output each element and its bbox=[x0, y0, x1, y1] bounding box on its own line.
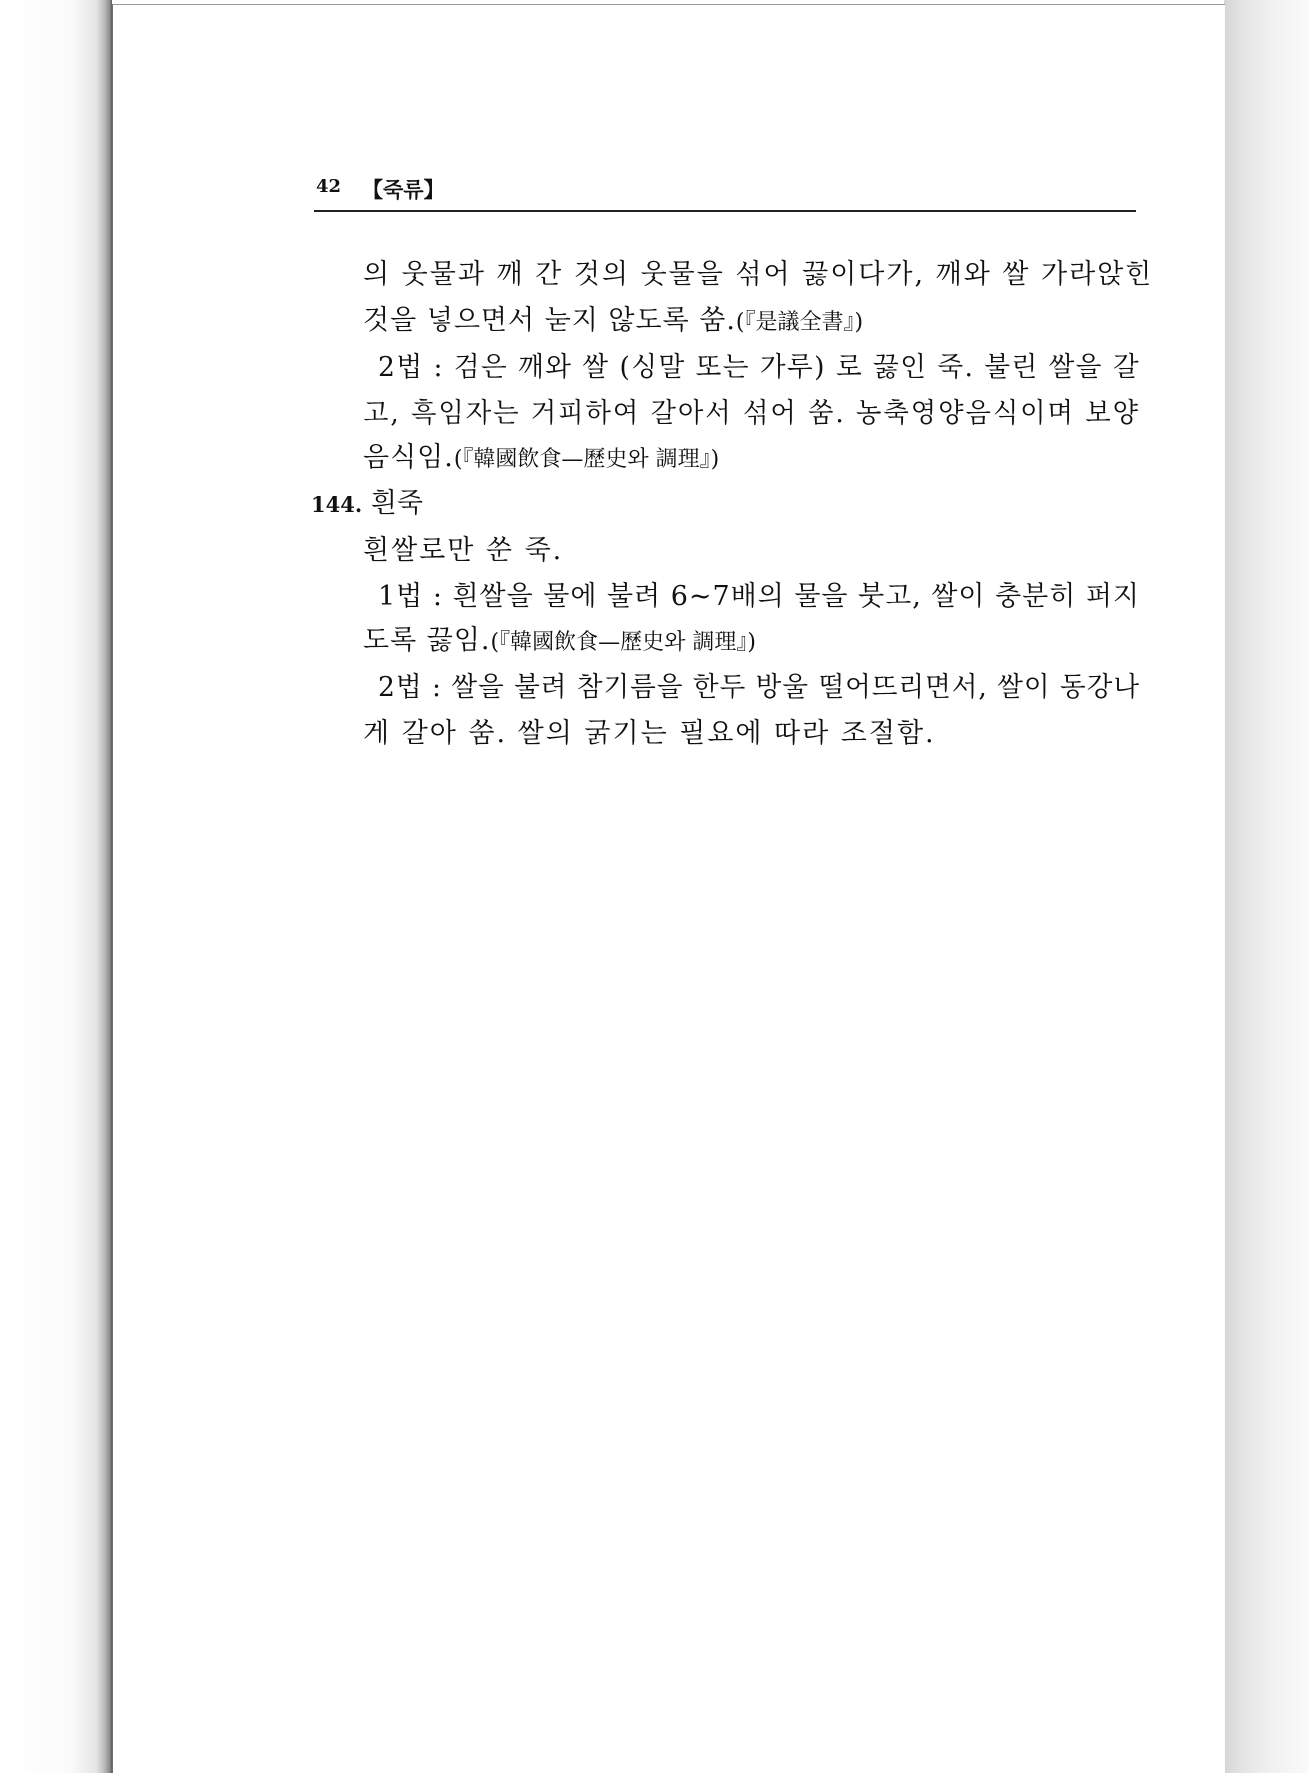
running-header bbox=[314, 172, 1136, 212]
citation: (『韓國飲食—歷史와 調理』) bbox=[490, 630, 756, 655]
body-line-2-text: 것을 넣으면서 눋지 않도록 쑴. bbox=[363, 305, 736, 336]
body-line-10: 2법 : 쌀을 불려 참기름을 한두 방울 떨어뜨리면서, 쌀이 동강나 bbox=[378, 672, 1141, 703]
body-line-9-text: 도록 끓임. bbox=[363, 625, 491, 656]
page-edge-right bbox=[1224, 0, 1309, 1773]
body-line-11: 게 갈아 쑴. 쌀의 굵기는 필요에 따라 조절함. bbox=[363, 718, 936, 749]
section-title: 【죽류】 bbox=[362, 177, 445, 202]
body-line-4: 고, 흑임자는 거피하여 갈아서 섞어 쑴. 농축영양음식이며 보양 bbox=[363, 398, 1140, 429]
body-line-9 bbox=[363, 618, 756, 657]
page-number: 42 bbox=[316, 176, 342, 197]
body-line-7: 흰쌀로만 쑨 죽. bbox=[363, 535, 564, 566]
page-edge-left bbox=[0, 0, 112, 1773]
body-line-1: 의 웃물과 깨 간 것의 웃물을 섞어 끓이다가, 깨와 쌀 가라앉힌 bbox=[363, 259, 1154, 290]
entry-number: 144. bbox=[311, 492, 363, 517]
body-line-5 bbox=[363, 435, 719, 474]
citation: (『是議全書』) bbox=[735, 310, 864, 335]
body-line-2 bbox=[363, 298, 863, 337]
body-line-5-text: 음식임. bbox=[363, 442, 454, 473]
citation: (『韓國飲食—歷史와 調理』) bbox=[453, 447, 720, 472]
entry-heading-144 bbox=[311, 481, 423, 520]
body-line-8: 1법 : 흰쌀을 물에 불려 6~7배의 물을 붓고, 쌀이 충분히 퍼지 bbox=[378, 581, 1141, 612]
entry-title: 흰죽 bbox=[370, 488, 423, 519]
body-line-3: 2법 : 검은 깨와 쌀 (싱말 또는 가루) 로 끓인 죽. 불린 쌀을 갈 bbox=[378, 352, 1141, 383]
